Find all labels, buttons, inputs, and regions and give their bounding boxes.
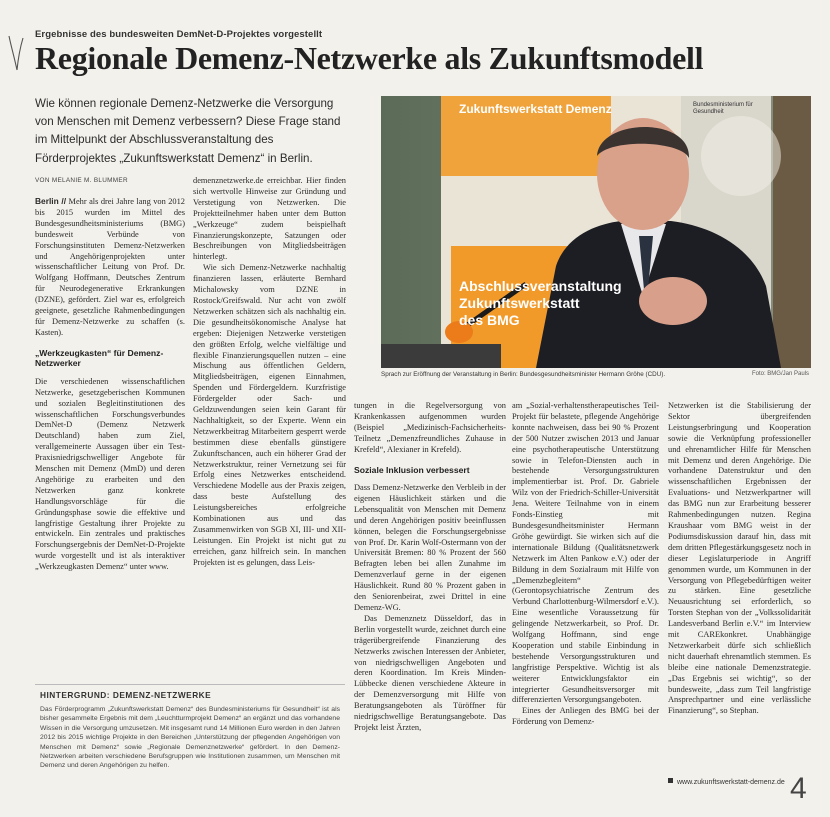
caption-text: Sprach zur Eröffnung der Veranstaltung in Berlin: Bundesgesundheitsminister Hermann Gröhe (CDU). [381, 371, 666, 378]
box-title: HINTERGRUND: DEMENZ-NETZWERKE [40, 690, 212, 700]
page-title: Regionale Demenz-Netzwerke als Zukunftsmodell [35, 40, 704, 76]
article-column-1 [35, 196, 185, 573]
banner-line-1: Abschlussveranstaltung [459, 278, 622, 294]
website-link[interactable] [668, 778, 798, 787]
col4-paragraph-1: am „Sozial-verhaltenstherapeutisches Teil-Projekt für belastete, pflegende Angehörige konnte nachweisen, dass bei 90 % Prozent der 500 Nutzer zwischen 2013 und Januar eine psychotherapeutische Unterstützung sowie in Telefon-Diensten auch in bestehende Versorgungsstrukturen implementierbar ist. Prof. Dr. Gabriele Wilz von der Friedrich-Schiller-Universität Jena. Weitere Teilnahme von in einem Fonds-Einstieg mit Bundesgesundheitsminister Hermann Gröhe gewürdigt. Sie wirken sich auf die internationale Bildung (Qualitätsnetzwerk Netzwerk im Alten Pankow e.V.) oder der Bildung in dem Sozialraum mit Hilfe von „Demenzbegleitern“ (Gerontopsychiatrische Zentrum des Verbund Charlottenburg-Wilmersdorf e.V.). Eine wesentliche Voraussetzung für gelingende Netzwerkarbeit, so Prof. Dr. Wolfgang Hoffmann, sind enge Kooperation und stabile Einbindung in bestehende Versorgungsstrukturen und langfristige Perspektive. Wichtig ist als weiterer Entwicklungsfaktor ein integrierter Gesundheitsversorger mit differenzierten Versorgungsangeboten. [512, 401, 659, 705]
page-number: 4 [790, 772, 807, 805]
lead-paragraph: Wie können regionale Demenz-Netzwerke die Versorgung von Menschen mit Demenz verbessern? Diese Frage stand im Mittelpunkt der Abschlussveranstaltung des Förderprojektes „Zukunftswerkstatt Demenz“ in Berlin. [35, 97, 341, 165]
ministry-logo-text: Bundesministerium für Gesundheit [693, 102, 753, 115]
dateline: Berlin // [35, 196, 67, 206]
subheading-social-inclusion: Soziale Inklusion verbessert [354, 464, 470, 475]
photo-credit: Foto: BMG/Jan Pauls [751, 371, 809, 377]
col2-paragraph-1: demenznetzwerke.de erreichbar. Hier finden sich wertvolle Hinweise zur Gründung und Verstetigung von Netzwerken. Die Projektteilnehmer haben unter dem Button „Werkzeuge“ zudem beispielhaft Finanzierungskonzepte, Satzungen oder Beschreibungen von Mitgliedsbeiträgen hinterlegt. [193, 176, 346, 262]
box-divider [35, 684, 345, 685]
col2-paragraph-2: Wie sich Demenz-Netzwerke nachhaltig finanzieren lassen, erläuterte Bernhard Michalowsky vom DZNE in Rostock/Greifswald. Nur acht von zwölf Netzwerken schätzen sich als nachhaltig ein. Die gesundheitsökonomische Analyse hat ergeben: Diejenigen Netzwerke verstetigen den größten Erfolg, welche vielfältige und flexible Finanzierungsquellen nutzen – eine Mischung aus öffentlichen Geldern, Mitgliedsbeiträgen, eigenen Einnahmen, Spenden und Fördergeldern. Kurzfristige Fördergelder oder Sach- und Geldzuwendungen seien kein Garant für Nachhaltigkeit, so der Experte. Wenn ein Netzwerkbeitrag Mitarbeitern gesperrt werde bestimmen diese ebenfalls günstigere Zukunftschancen, auch ein höherer Grad der Netzwerkstruktur, reiner Vernetzung sei für Erfolg eines Netzwerkes entscheidend. Verschiedene Modelle aus der Praxis zeigen, dass beste Aufstellung des Leistungsbereiches erfolgreiche Kombinationen aus und das Zusammenwirken von SGB XI, III- und XII-Leistungen. Ein Projekt ist nicht gut zu erreichen, ganz hilfreich sein. In manchen Projekten ist es gelungen, dass Leis- [193, 263, 346, 567]
banner-line-3: des BMG [459, 312, 520, 328]
col1-paragraph-1: Berlin // Mehr als drei Jahre lang von 2012 bis 2015 wurden im Mittel des Bundesgesundheitsministeriums (BMG) bundesweit Verbünde von Forschungsinstituten Demenz-Netzwerken und Angehörigenprojekten unter wissenschaftlicher Leitung von Prof. Dr. Wolfgang Hoffmann, Deutsches Zentrum für Neurodegenerative Erkrankungen (DZNE), gefördert. Ziel war es, erfolgreich geeignete, gesetzliche Rahmenbedingungen für Demenz-Netzwerke zu schaffen (s. Kasten). [35, 196, 185, 337]
square-bullet-icon [668, 778, 673, 783]
website-link-text: www.zukunftswerkstatt-demenz.de [677, 779, 785, 786]
subheading-toolbox: „Werkzeugkasten“ für Demenz-Netzwerker [35, 347, 164, 369]
byline: VON MELANIE M. BLUMMER [35, 177, 128, 184]
article-column-4 [512, 401, 659, 728]
col3-paragraph-1: tungen in die Regelversorgung von Krankenkassen aufgenommen wurden (Beispiel „Medizinisch-Fachsicherheits-Teilnetz „Demenzfreundliches Zuhause in Krefeld“, Alexianer in Krefeld). [354, 401, 506, 454]
article-column-2 [193, 176, 346, 569]
article-column-5 [668, 401, 811, 717]
article-column-3 [354, 401, 506, 734]
pencil-mark-icon [6, 34, 26, 72]
banner-line-2: Zukunftswerkstatt [459, 295, 580, 311]
kicker: Ergebnisse des bundesweiten DemNet-D-Projektes vorgestellt [35, 29, 323, 40]
photo-caption [381, 371, 811, 378]
col3-paragraph-3: Das Demenznetz Düsseldorf, das in Berlin vorgestellt wurde, zeichnet durch eine trägerübergreifende Finanzierung des Netzwerks zwischen Interessen der Anbieter, von niedrigschwelligen Angeboten und deren Koordination. Im Kreis Minden-Lübbecke dienen verschiedene Akteure in der Demenzversorgung mit Hilfe von Beratungsangeboten als Türöffner für niedrigschwellige Beratungsangebote. Das Projekt leist Ärzten, [354, 613, 506, 732]
banner-title: Zukunftswerkstatt Demenz [459, 102, 612, 116]
col1-paragraph-2: Die verschiedenen wissenschaftlichen Netzwerke, gesetzgeberischen Kommunen und sozialen Begleitinstitutionen des wissenschaftlichen Forschungsverbundes DemNet-D (Demenz Netzwerk Deutschland) haben zum Ziel, verallgemeinerte Aussagen über ein Test-Praxisniedrigschwelliger Angebote für Menschen mit Demenz (MmD) und deren Angehörige zu erarbeiten und den Netzwerken ganz konkrete Handlungsvorschläge für die Gründungsphase sowie die effektive und langfristige Gestaltung ihrer Projekte zu entwickeln. Ein zentrales und praktisches Forschungsergebnis der DemNet-D-Projekte wurde vorgestellt und ist als interaktiver „Werkzeugkasten Demenz“ unter www. [35, 376, 185, 572]
col4-paragraph-2: Eines der Anliegen des BMG bei der Förderung von Demenz- [512, 706, 659, 727]
box-text: Das Förderprogramm „Zukunftswerkstatt Demenz“ des Bundesministeriums für Gesundheit“ ist als bisher gesammelte Ergebnis mit dem „Leuchtturmprojekt Demenz“ an ergänzt und das vorhandene Wissen in die Versorgung umzusetzen. Mit insgesamt rund 14 Millionen Euro werden in den Jahren 2012 bis 2015 wichtige Projekte in den Bereichen „Unterstützung der pflegenden Angehörigen von Menschen mit Demenz“ sowie „Regionale Demenznetzwerke“ gefördert. In den Demenz-Netzwerken arbeiten verschiedene Berufsgruppen wie Institutionen zusammen, um Menschen mit Demenz und deren Angehörigen zu helfen. [40, 706, 340, 770]
col3-paragraph-2: Dass Demenz-Netzwerke den Verbleib in der eigenen Häuslichkeit stärken und die Lebensqualität von Menschen mit Demenz und deren Angehörigen positiv beeinflussen können, belegen die Forschungsergebnisse von Prof. Dr. Karin Wolf-Ostermann von der Universität Bremen: 80 % Prozent der 560 Befragten leben bei allen Zunahme im Demenzverlauf gerne in der eigenen Häuslichkeit. Rund 80 % Prozent gaben in den Seniorenbeirat, zwei Drittel in eine Demenz-WG. [354, 483, 506, 612]
col5-paragraph-1: Netzwerken ist die Stabilisierung der Sektor übergreifenden Leistungserbringung und Kooperation sowie die Verknüpfung professioneller und ehrenamtlicher Hilfe für Menschen mit Demenz und deren Angehörige. Die vorhandene Datenstruktur und den wissenschaftlichen Ergebnissen der Evaluations- und Netzwerkpartner will das BMG nun zur Erarbeitung besserer Rahmenbedingungen nutzen. Regina Kraushaar vom BMG weist in der Podiumsdiskussion darauf hin, dass mit dem dritten Pflegestärkungsgesetz noch in dieser Legislaturperiode in Angriff genommen wurde, um Kommunen in der Versorgung von Pflegebedürftigen weiter zu stärken. Eine gesetzliche Neuausrichtung sei erforderlich, so Torsten Stephan von der „Volkssolidarität Landesverband Berlin e.V.“ im Interview mit CAREkonkret. Unabhängige Netzwerkarbeit dürfe sich schließlich nicht dauerhaft ehrenamtlich stemmen. Es bleibe eine nationale Demenzstrategie. „Das Ergebnis sei wichtig“, so der bundesweite, „dass zum Teil langfristige Ansprechpartner und eine verlässliche Finanzierung“, so Stephan. [668, 401, 811, 716]
speaker-photo [381, 96, 811, 368]
